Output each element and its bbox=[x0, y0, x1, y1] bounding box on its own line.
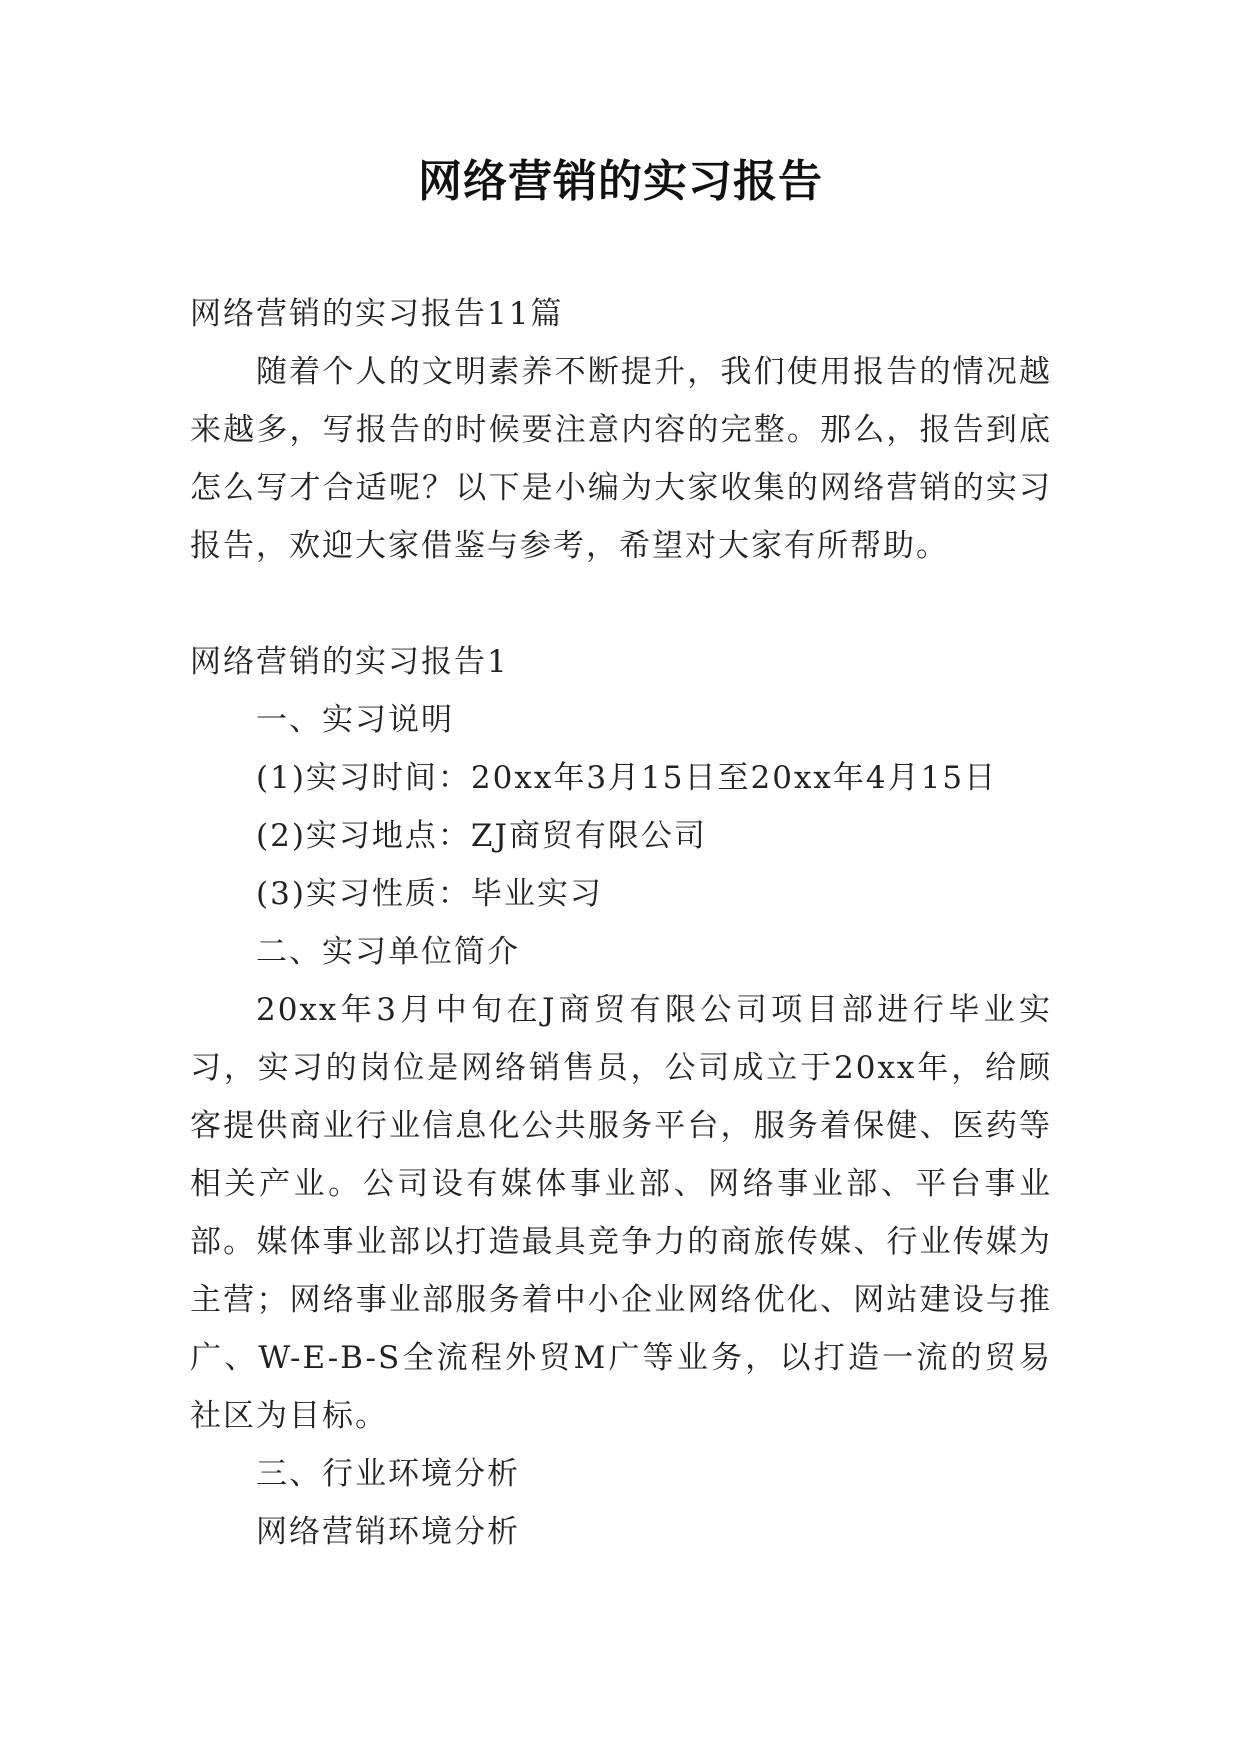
company-intro-paragraph: 20xx年3月中旬在J商贸有限公司项目部进行毕业实习，实习的岗位是网络销售员，公司成立于20xx年，给顾客提供商业行业信息化公共服务平台，服务着保健、医药等相关产业。公司设有媒体事业部、网络事业部、平台事业部。媒体事业部以打造最具竞争力的商旅传媒、行业传媒为主营；网络事业部服务着中小企业网络优化、网站建设与推广、W-E-B-S全流程外贸M广等业务，以打造一流的贸易社区为目标。 bbox=[190, 992, 1052, 1434]
report-collection-heading: 网络营销的实习报告11篇 bbox=[190, 296, 564, 332]
network-marketing-analysis-subtitle: 网络营销环境分析 bbox=[256, 1514, 520, 1550]
intro-paragraph: 随着个人的文明素养不断提升，我们使用报告的情况越来越多，写报告的时候要注意内容的完整。那么，报告到底怎么写才合适呢？以下是小编为大家收集的网络营销的实习报告，欢迎大家借鉴与参考，希望对大家有所帮助。 bbox=[190, 354, 1052, 564]
section-industry-analysis-title: 三、行业环境分析 bbox=[256, 1456, 520, 1492]
paragraph-spacer bbox=[190, 575, 1052, 633]
section-company-intro-title: 二、实习单位简介 bbox=[256, 934, 520, 970]
internship-nature-item: (3)实习性质：毕业实习 bbox=[256, 876, 603, 912]
section-internship-description-title: 一、实习说明 bbox=[256, 702, 454, 738]
document-body bbox=[190, 285, 1052, 1561]
report-1-heading: 网络营销的实习报告1 bbox=[190, 644, 509, 680]
internship-time-item: (1)实习时间：20xx年3月15日至20xx年4月15日 bbox=[256, 760, 998, 796]
document-title: 网络营销的实习报告 bbox=[418, 156, 823, 207]
internship-location-item: (2)实习地点：ZJ商贸有限公司 bbox=[256, 818, 707, 854]
